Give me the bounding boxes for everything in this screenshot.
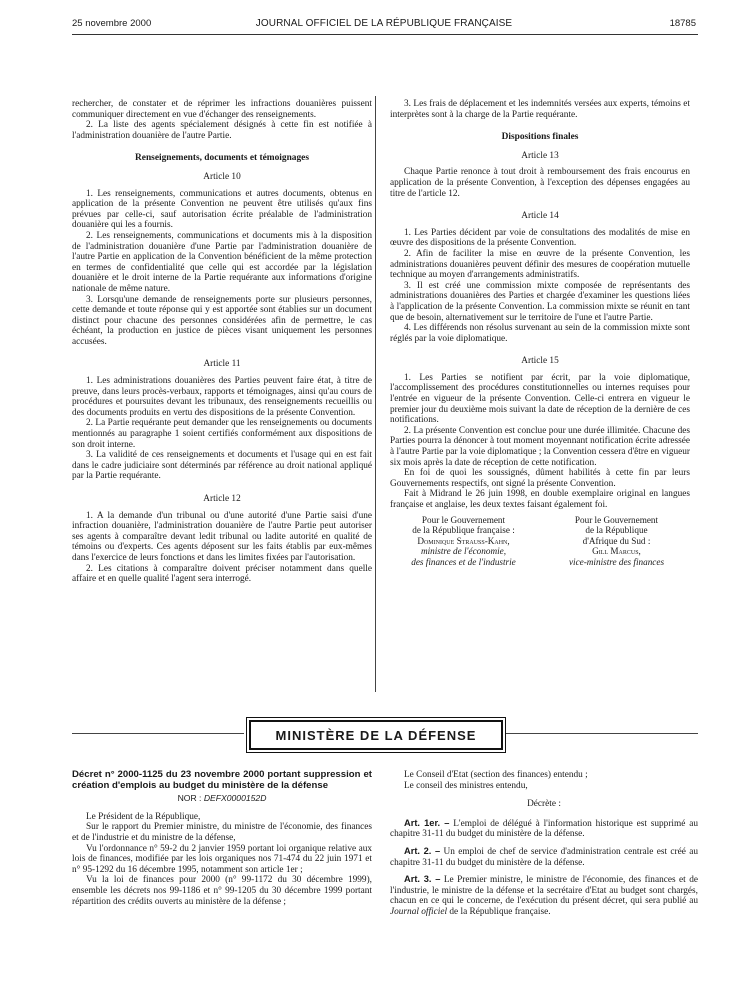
paragraph: 4. Les différends non résolus survenant au sein de la commission mixte sont réglés par la voie diplomatique.: [390, 323, 690, 344]
paragraph: rechercher, de constater et de réprimer les infractions douanières puissent communiquer directement en vue d'échanger des renseignements.: [72, 99, 372, 120]
paragraph: 2. La présente Convention est conclue pour une durée illimitée. Chacune des Parties pourra la dénoncer à tout moment moyennant notification écrite adressée à l'autre Partie par la voie diplomatique ; la Convention cessera d'être en vigueur six mois après la date de réception de cette notification.: [390, 425, 690, 468]
article-label: Art. 1er. –: [404, 817, 450, 828]
journal-name: Journal officiel: [390, 906, 448, 917]
column-divider: [375, 96, 376, 692]
paragraph: 1. Les Parties décident par voie de consultations des modalités de mise en œuvre des dispositions de la présente Convention.: [390, 227, 690, 249]
paragraph: 2. La liste des agents spécialement désignés à cette fin est notifiée à l'administration douanière de l'autre Partie.: [72, 120, 372, 141]
signatory-title: vice-ministre des finances: [568, 556, 665, 567]
signatory-name: Gill Marcus,: [592, 546, 641, 557]
paragraph: Chaque Partie renonce à tout droit à remboursement des frais encourus en application de la présente Convention, à l'exception des dépenses engagées au titre de l'article 12.: [390, 167, 690, 199]
article-heading: Article 11: [203, 359, 241, 370]
article-label: Art. 3. –: [404, 874, 441, 885]
article-paragraph: [390, 846, 698, 868]
paragraph: 3. Lorsqu'une demande de renseignements porte sur plusieurs personnes, cette demande et toute réponse qui y est apportée sont établies sur un document distinct pour chacune des personnes considérées afin de permettre, le cas échéant, la production en justice de pièces visant uniquement les personnes accusées.: [72, 294, 372, 347]
article-label: Art. 2. –: [404, 845, 441, 856]
ministry-rule-left: [72, 733, 244, 734]
header-journal-title: JOURNAL OFFICIEL DE LA RÉPUBLIQUE FRANÇAISE: [255, 18, 513, 29]
paragraph: 1. Les renseignements, communications et autres documents, obtenus en application de la présente Convention ne peuvent être utilisés qu'aux fins prévues par celle-ci, sauf autorisation écrite préalable de l'administration douanière qui les a fournis.: [72, 188, 372, 231]
paragraph: Vu l'ordonnance n° 59-2 du 2 janvier 1959 portant loi organique relative aux lois de finances, modifiée par les lois organiques nos 71-474 du 22 juin 1971 et n° 95-1292 du 16 décembre 1995, notamment son article 1er ;: [72, 843, 372, 875]
paragraph: Vu la loi de finances pour 2000 (n° 99-1172 du 30 décembre 1999), ensemble les décrets nos 99-1186 et n° 99-1205 du 30 décembre 1999 portant répartition des crédits ouverts au ministère de la défense ;: [72, 875, 372, 907]
decree-right-column: [390, 770, 698, 918]
paragraph: 2. Les renseignements, communications et documents mis à la disposition de l'administration douanière d'une Partie par l'administration douanière de l'autre Partie en application de la Convention bénéficient de la même protection en termes de confidentialité que celle qui est accordée par la législation douanière et le droit interne de la Partie requérante aux informations d'origine nationale de même nature.: [72, 230, 372, 294]
section-heading: Renseignements, documents et témoignages: [135, 153, 309, 164]
article-heading: Article 14: [521, 211, 559, 222]
article-paragraph: [390, 818, 698, 840]
article-text: Le Premier ministre, le ministre de l'économie, des finances et de l'industrie, le ministre de la défense et la secrétaire d'Etat au budget sont chargés, chacun en ce qui le concerne, de l'exécution du présent décret, qui sera publié au: [390, 875, 698, 907]
signatory-name: Dominique Strauss-Kahn,: [417, 535, 510, 546]
paragraph: En foi de quoi les soussignés, dûment habilités à cette fin par leurs Gouvernements respectifs, ont signé la présente Convention.: [390, 468, 690, 489]
left-column: [72, 99, 372, 585]
nor-code: DEFX0000152D: [203, 793, 267, 804]
signature-line: de la République: [585, 525, 648, 536]
article-heading: Article 10: [203, 171, 241, 182]
right-column: [390, 99, 690, 568]
paragraph: Le Président de la République,: [86, 811, 201, 822]
article-heading: Article 15: [521, 356, 559, 367]
paragraph: 2. Afin de faciliter la mise en œuvre de la présente Convention, les administrations douanières peuvent définir des mesures de coopération mutuelle technique au moyen d'arrangements administratifs.: [390, 248, 690, 281]
paragraph: Sur le rapport du Premier ministre, du ministre de l'économie, des finances et de l'industrie et du ministre de la défense,: [72, 822, 372, 843]
signature-line: Pour le Gouvernement: [421, 514, 506, 525]
paragraph: Le Conseil d'Etat (section des finances) entendu ;: [404, 770, 588, 780]
page-header: [72, 18, 696, 32]
decrete-heading: Décrète :: [527, 799, 561, 810]
signature-line: de la République française :: [412, 525, 515, 536]
ministry-banner: MINISTÈRE DE LA DÉFENSE: [249, 720, 503, 750]
decree-title: Décret n° 2000-1125 du 23 novembre 2000 portant suppression et création d'emplois au budget du ministère de la défense: [72, 769, 372, 791]
signature-line: Pour le Gouvernement: [574, 514, 659, 525]
header-rule: [72, 34, 698, 35]
signature-south-africa: [543, 515, 690, 568]
article-text: L'emploi de délégué à l'information historique est supprimé au chapitre 31-11 du budget du ministère de la défense.: [390, 818, 698, 840]
paragraph: 2. Les citations à comparaître doivent préciser notamment dans quelle affaire et en quelle qualité l'agent sera interrogé.: [72, 563, 372, 585]
paragraph: 3. La validité de ces renseignements et documents et l'usage qui en est fait dans le cadre judiciaire sont déterminés par référence au droit national appliqué par la Partie requérante.: [72, 450, 372, 482]
paragraph: 1. Les administrations douanières des Parties peuvent faire état, à titre de preuve, dans leurs procès-verbaux, rapports et témoignages, ainsi qu'au cours de procédures et poursuites devant les tribunaux, des renseignements recueillis ou des documents produits en vertu des dispositions de la présente Convention.: [72, 376, 372, 418]
paragraph: 2. La Partie requérante peut demander que les renseignements ou documents mentionnés au paragraphe 1 soient certifiés conformément aux dispositions de son droit interne.: [72, 418, 372, 450]
article-text: de la République française.: [449, 906, 551, 917]
nor-label: NOR :: [177, 793, 202, 804]
paragraph: 1. Les Parties se notifient par écrit, par la voie diplomatique, l'accomplissement des procédures constitutionnelles ou internes requises pour l'entrée en vigueur de la présente Convention. Celle-ci entrera en vigueur le premier jour du deuxième mois suivant la date de réception de la dernière de ces notifications.: [390, 372, 690, 426]
header-date: 25 novembre 2000: [72, 18, 152, 29]
signature-block: [390, 515, 690, 568]
paragraph: Fait à Midrand le 26 juin 1998, en double exemplaire original en langues française et anglaise, les deux textes faisant également foi.: [390, 489, 690, 510]
nor-reference: [72, 793, 372, 804]
section-heading: Dispositions finales: [501, 132, 579, 143]
article-heading: Article 12: [203, 494, 241, 504]
header-page-number: 18785: [669, 18, 696, 29]
signatory-title: ministre de l'économie,: [420, 546, 507, 557]
paragraph: 3. Il est créé une commission mixte composée de représentants des administrations douanières des Parties et chargée d'examiner les questions liées à l'application de la présente Convention. La commission mixte se réunit en tant que de besoin, alternativement sur le territoire de l'une et l'autre Partie.: [390, 280, 690, 323]
paragraph: 3. Les frais de déplacement et les indemnités versées aux experts, témoins et interprètes sont à la charge de la Partie requérante.: [390, 99, 690, 120]
signatory-title: des finances et de l'industrie: [411, 556, 516, 567]
paragraph: 1. A la demande d'un tribunal ou d'une autorité d'une Partie saisi d'une infraction douanière, l'administration douanière de l'autre Partie peut autoriser ses agents à comparaître devant ledit tribunal ou ladite autorité en qualité de témoins ou d'experts. Ces agents déposent sur les faits établis par eux-mêmes dans l'exercice de leurs fonctions et dans les limites fixées par l'autorisation.: [72, 510, 372, 563]
signature-line: d'Afrique du Sud :: [582, 535, 651, 546]
article-heading: Article 13: [521, 150, 559, 161]
decree-left-column: [72, 770, 372, 907]
paragraph: Le conseil des ministres entendu,: [404, 780, 528, 791]
signature-france: [390, 515, 537, 568]
article-text: Un emploi de chef de service d'administration centrale est créé au chapitre 31-11 du budget du ministère de la défense.: [390, 846, 698, 868]
ministry-rule-right: [505, 733, 698, 734]
article-paragraph: [390, 874, 698, 917]
